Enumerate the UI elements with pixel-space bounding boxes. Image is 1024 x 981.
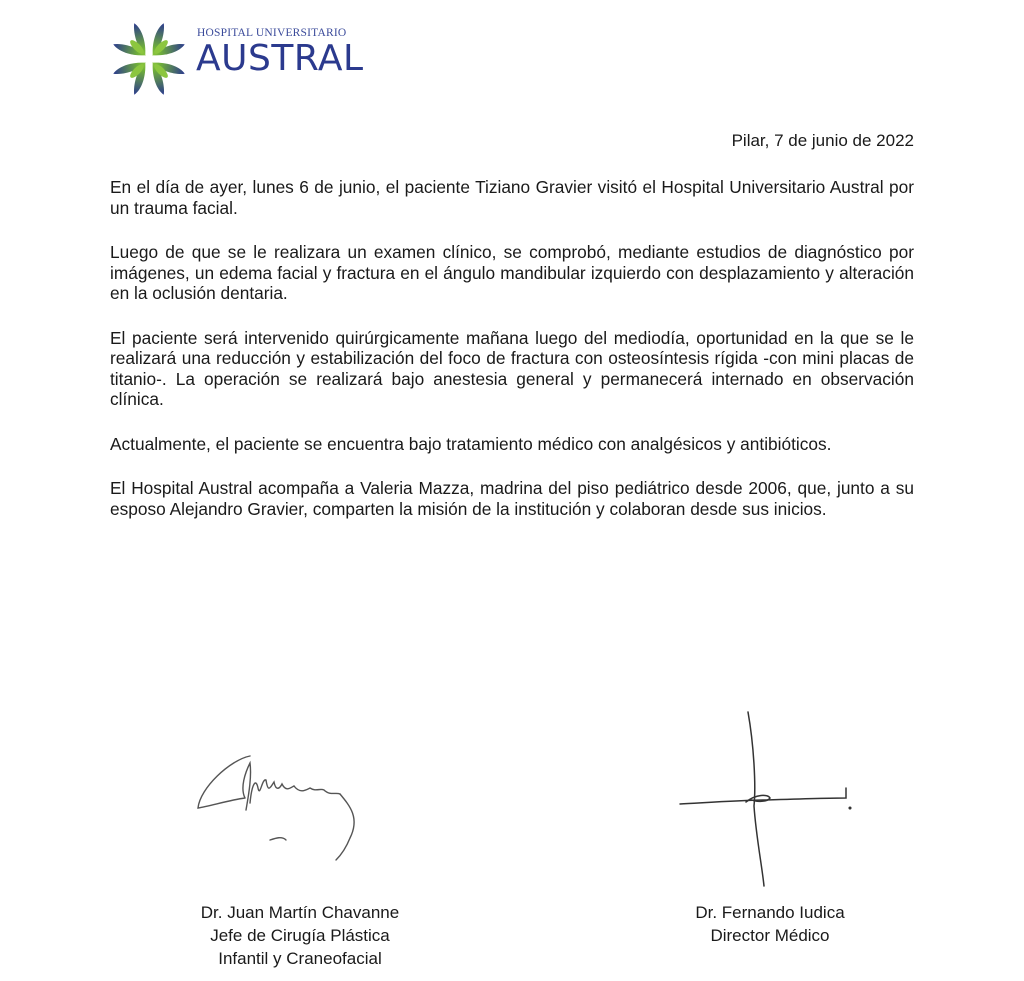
signatory-title: Infantil y Craneofacial — [218, 949, 382, 968]
signatory-iudica — [620, 901, 920, 947]
paragraph: En el día de ayer, lunes 6 de junio, el paciente Tiziano Gravier visitó el Hospital Universitario Austral por un trauma facial. — [110, 177, 914, 218]
signature-chavanne — [190, 748, 390, 868]
signatory-name: Dr. Fernando Iudica — [695, 903, 845, 922]
logo-title: AUSTRAL — [196, 38, 364, 79]
paragraph: Actualmente, el paciente se encuentra bajo tratamiento médico con analgésicos y antibióticos. — [110, 433, 832, 454]
paragraph: Luego de que se le realizara un examen clínico, se comprobó, mediante estudios de diagnóstico por imágenes, un edema facial y fractura en el ángulo mandibular izquierdo con desplazamiento y alteración en la oclusión dentaria. — [110, 242, 914, 303]
flower-icon — [108, 18, 190, 100]
signatory-name: Dr. Juan Martín Chavanne — [200, 903, 400, 922]
logo-subtitle: HOSPITAL UNIVERSITARIO — [197, 27, 347, 39]
signatory-title: Director Médico — [710, 926, 830, 945]
date-line: Pilar, 7 de junio de 2022 — [731, 131, 914, 150]
paragraph: El Hospital Austral acompaña a Valeria Mazza, madrina del piso pediátrico desde 2006, que, junto a su esposo Alejandro Gravier, comparten la misión de la institución y colaboran desde sus inicios. — [110, 478, 914, 519]
letter-body — [110, 177, 914, 543]
signatory-chavanne — [150, 901, 450, 970]
signature-iudica — [676, 706, 856, 896]
signatory-title: Jefe de Cirugía Plástica — [210, 926, 390, 945]
paragraph: El paciente será intervenido quirúrgicamente mañana luego del mediodía, oportunidad en la que se le realizará una reducción y estabilización del foco de fractura con osteosíntesis rígida -con mini placas de titanio-. La operación se realizará bajo anestesia general y permanecerá internado en observación clínica. — [110, 327, 914, 409]
hospital-logo — [108, 18, 368, 100]
